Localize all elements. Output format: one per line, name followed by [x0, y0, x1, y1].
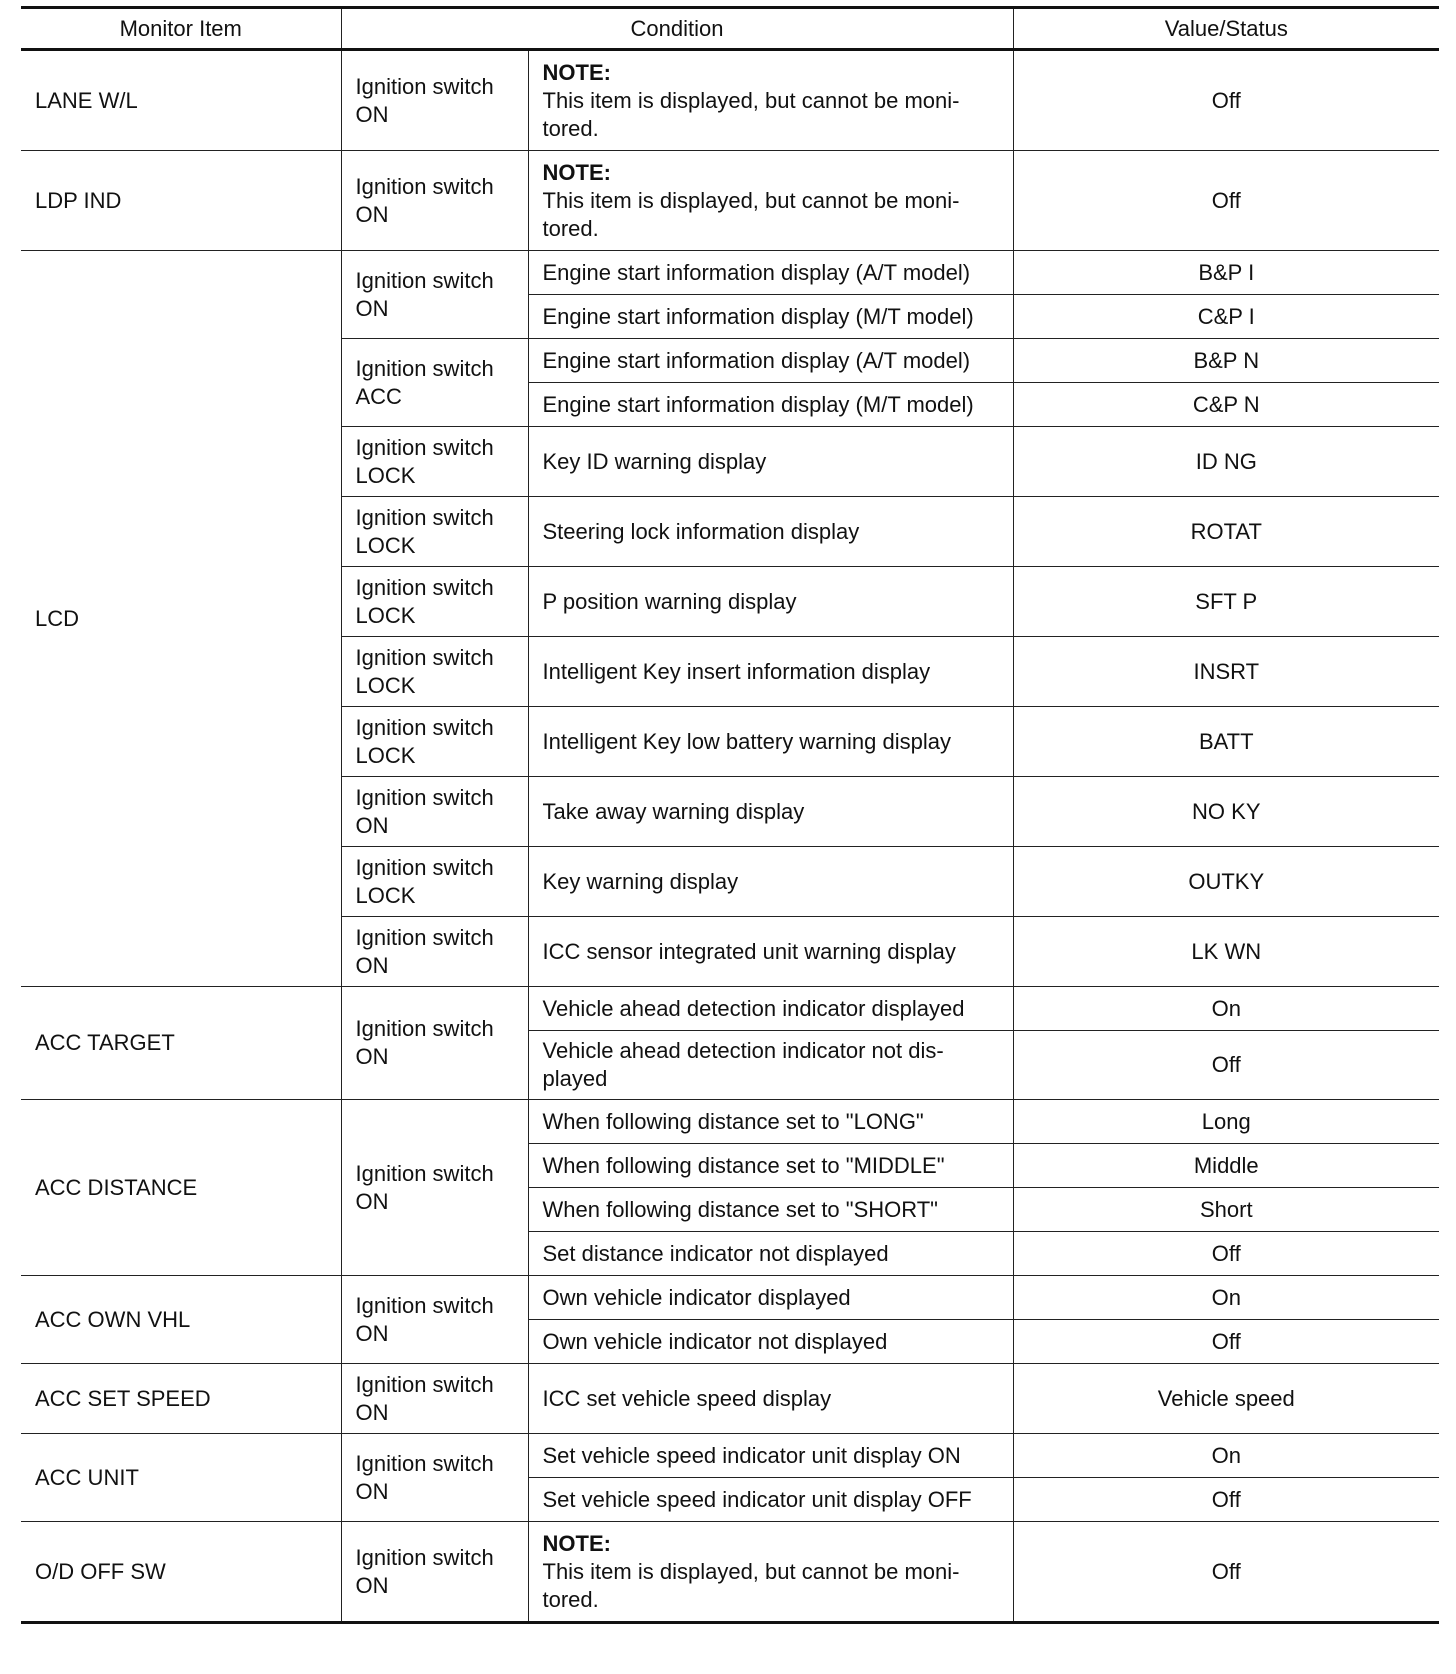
- ignition-label: Ignition switch: [355, 854, 494, 880]
- ignition-state: ON: [355, 101, 389, 127]
- ignition-label: Ignition switch: [355, 1544, 494, 1570]
- value-status: Off: [1013, 1031, 1439, 1100]
- condition-description: When following distance set to "LONG": [528, 1100, 1013, 1144]
- condition-ignition: [341, 1364, 528, 1434]
- note-label: NOTE:: [542, 1530, 611, 1556]
- table-row: [21, 1434, 1439, 1478]
- ignition-state: LOCK: [355, 602, 416, 628]
- value-status: OUTKY: [1013, 847, 1439, 917]
- ignition-label: Ignition switch: [355, 574, 494, 600]
- condition-description: Engine start information display (A/T model): [528, 251, 1013, 295]
- note-text: This item is displayed, but cannot be moni- tored.: [542, 87, 960, 141]
- condition-description: When following distance set to "SHORT": [528, 1188, 1013, 1232]
- condition-ignition: [341, 1100, 528, 1276]
- condition-description: [528, 1031, 1013, 1100]
- condition-ignition: [341, 847, 528, 917]
- header-row: [21, 8, 1439, 50]
- ignition-state: ON: [355, 295, 389, 321]
- value-status: C&P N: [1013, 383, 1439, 427]
- monitor-item-lane-wl: LANE W/L: [21, 50, 341, 151]
- ignition-state: LOCK: [355, 672, 416, 698]
- value-status: SFT P: [1013, 567, 1439, 637]
- condition-ignition: [341, 497, 528, 567]
- ignition-state: ON: [355, 812, 389, 838]
- ignition-label: Ignition switch: [355, 355, 494, 381]
- ignition-label: Ignition switch: [355, 504, 494, 530]
- value-status: Off: [1013, 1478, 1439, 1522]
- condition-description: Set distance indicator not displayed: [528, 1232, 1013, 1276]
- condition-ignition: [341, 637, 528, 707]
- table-row: [21, 1522, 1439, 1623]
- value-status: ROTAT: [1013, 497, 1439, 567]
- ignition-label: Ignition switch: [355, 73, 494, 99]
- condition-ignition: [341, 1434, 528, 1522]
- condition-description: Intelligent Key insert information display: [528, 637, 1013, 707]
- ignition-state: ON: [355, 201, 389, 227]
- condition-description: Engine start information display (A/T model): [528, 339, 1013, 383]
- ignition-state: ON: [355, 1320, 389, 1346]
- value-status: Vehicle speed: [1013, 1364, 1439, 1434]
- ignition-state: ON: [355, 952, 389, 978]
- condition-description: Take away warning display: [528, 777, 1013, 847]
- condition-ignition: [341, 50, 528, 151]
- value-status: C&P I: [1013, 295, 1439, 339]
- table-row: [21, 987, 1439, 1031]
- value-status: On: [1013, 1434, 1439, 1478]
- value-status: Off: [1013, 1522, 1439, 1623]
- value-status: ID NG: [1013, 427, 1439, 497]
- condition-note: [528, 50, 1013, 151]
- ignition-state: ON: [355, 1399, 389, 1425]
- monitor-table: [21, 6, 1439, 1624]
- condition-ignition: [341, 427, 528, 497]
- monitor-item-ldp-ind: LDP IND: [21, 151, 341, 251]
- value-status: Middle: [1013, 1144, 1439, 1188]
- condition-ignition: [341, 987, 528, 1100]
- table-row: [21, 151, 1439, 251]
- table-row: [21, 50, 1439, 151]
- condition-ignition: [341, 1522, 528, 1623]
- condition-description: Engine start information display (M/T model): [528, 383, 1013, 427]
- condition-description: Set vehicle speed indicator unit display ON: [528, 1434, 1013, 1478]
- ignition-state: ON: [355, 1478, 389, 1504]
- value-status: Short: [1013, 1188, 1439, 1232]
- ignition-state: LOCK: [355, 462, 416, 488]
- ignition-label: Ignition switch: [355, 1160, 494, 1186]
- monitor-item-acc-target: ACC TARGET: [21, 987, 341, 1100]
- value-status: Off: [1013, 50, 1439, 151]
- condition-description: Vehicle ahead detection indicator displayed: [528, 987, 1013, 1031]
- monitor-item-acc-set-speed: ACC SET SPEED: [21, 1364, 341, 1434]
- note-text: This item is displayed, but cannot be moni- tored.: [542, 1558, 960, 1612]
- value-status: Off: [1013, 151, 1439, 251]
- table-row: [21, 1100, 1439, 1144]
- monitor-item-od-off-sw: O/D OFF SW: [21, 1522, 341, 1623]
- ignition-label: Ignition switch: [355, 644, 494, 670]
- ignition-label: Ignition switch: [355, 173, 494, 199]
- note-text: This item is displayed, but cannot be moni- tored.: [542, 187, 960, 241]
- condition-description: ICC set vehicle speed display: [528, 1364, 1013, 1434]
- condition-note: [528, 1522, 1013, 1623]
- value-status: Off: [1013, 1320, 1439, 1364]
- condition-ignition: [341, 707, 528, 777]
- value-status: BATT: [1013, 707, 1439, 777]
- ignition-label: Ignition switch: [355, 1016, 494, 1041]
- value-status: Long: [1013, 1100, 1439, 1144]
- ignition-label: Ignition switch: [355, 924, 494, 950]
- ignition-label: Ignition switch: [355, 1450, 494, 1476]
- condition-ignition: [341, 151, 528, 251]
- monitor-item-lcd: LCD: [21, 251, 341, 987]
- ignition-state: ON: [355, 1188, 389, 1214]
- condition-description: Key ID warning display: [528, 427, 1013, 497]
- value-status: Off: [1013, 1232, 1439, 1276]
- condition-ignition: [341, 339, 528, 427]
- ignition-label: Ignition switch: [355, 714, 494, 740]
- condition-ignition: [341, 1276, 528, 1364]
- value-status: NO KY: [1013, 777, 1439, 847]
- note-label: NOTE:: [542, 159, 611, 185]
- ignition-state: ACC: [355, 383, 402, 409]
- condition-ignition: [341, 917, 528, 987]
- ignition-state: LOCK: [355, 742, 416, 768]
- value-status: B&P I: [1013, 251, 1439, 295]
- monitor-item-acc-own-vhl: ACC OWN VHL: [21, 1276, 341, 1364]
- table-row: [21, 251, 1439, 295]
- condition-description: Engine start information display (M/T model): [528, 295, 1013, 339]
- condition-description-text: Vehicle ahead detection indicator not dis- played: [542, 1038, 944, 1091]
- condition-description: P position warning display: [528, 567, 1013, 637]
- note-label: NOTE:: [542, 59, 611, 85]
- ignition-label: Ignition switch: [355, 434, 494, 460]
- condition-description: When following distance set to "MIDDLE": [528, 1144, 1013, 1188]
- monitor-item-acc-distance: ACC DISTANCE: [21, 1100, 341, 1276]
- ignition-state: ON: [355, 1044, 389, 1069]
- condition-note: [528, 151, 1013, 251]
- ignition-label: Ignition switch: [355, 1292, 494, 1318]
- condition-description: Own vehicle indicator displayed: [528, 1276, 1013, 1320]
- ignition-label: Ignition switch: [355, 784, 494, 810]
- table-row: [21, 1276, 1439, 1320]
- condition-ignition: [341, 251, 528, 339]
- ignition-state: ON: [355, 1572, 389, 1598]
- ignition-label: Ignition switch: [355, 267, 494, 293]
- table-row: [21, 1364, 1439, 1434]
- header-value-status: Value/Status: [1013, 8, 1439, 50]
- condition-description: Key warning display: [528, 847, 1013, 917]
- condition-ignition: [341, 777, 528, 847]
- value-status: On: [1013, 987, 1439, 1031]
- ignition-state: LOCK: [355, 882, 416, 908]
- ignition-state: LOCK: [355, 532, 416, 558]
- condition-description: Steering lock information display: [528, 497, 1013, 567]
- header-condition: Condition: [341, 8, 1013, 50]
- condition-description: Intelligent Key low battery warning display: [528, 707, 1013, 777]
- condition-ignition: [341, 567, 528, 637]
- condition-description: ICC sensor integrated unit warning display: [528, 917, 1013, 987]
- condition-description: Set vehicle speed indicator unit display OFF: [528, 1478, 1013, 1522]
- monitor-item-acc-unit: ACC UNIT: [21, 1434, 341, 1522]
- value-status: B&P N: [1013, 339, 1439, 383]
- value-status: INSRT: [1013, 637, 1439, 707]
- value-status: On: [1013, 1276, 1439, 1320]
- header-monitor-item: Monitor Item: [21, 8, 341, 50]
- value-status: LK WN: [1013, 917, 1439, 987]
- condition-description: Own vehicle indicator not displayed: [528, 1320, 1013, 1364]
- ignition-label: Ignition switch: [355, 1371, 494, 1397]
